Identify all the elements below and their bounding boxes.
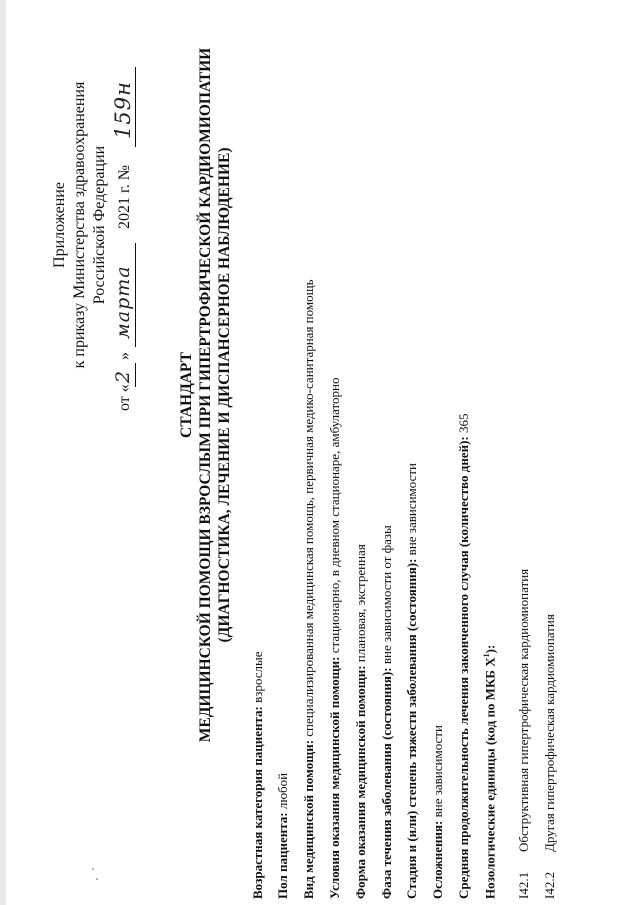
field-complications [430, 725, 446, 899]
title-main: МЕДИЦИНСКОЙ ПОМОЩИ ВЗРОСЛЫМ ПРИ ГИПЕРТРОФИЧЕСКОЙ КАРДИОМИОПАТИИ [197, 47, 214, 743]
field-care-form [353, 544, 369, 899]
appendix-order-line: к приказу Министерства здравоохранения [71, 81, 88, 369]
icd-name: Обструктивная гипертрофическая кардиомиопатия [516, 568, 531, 852]
order-number-handwritten: 159н [111, 81, 135, 139]
field-label: Средняя продолжительность лечения законченного случая (количество дней): [456, 436, 471, 899]
field-label: Возрастная категория пациента: [250, 706, 265, 899]
field-label: Условия оказания медицинской помощи: [327, 656, 342, 899]
field-care-conditions [327, 377, 343, 899]
icd-name: Другая гипертрофическая кардиомиопатия [542, 614, 557, 852]
appendix-date-line [110, 15, 140, 435]
appendix-country-line: Российской Федерации [91, 145, 108, 305]
date-prefix: от « [116, 384, 133, 411]
appendix-block [50, 15, 140, 435]
field-age-category [250, 652, 266, 899]
field-value: специализированная медицинская помощь, первичная медико-санитарная помощь [301, 279, 316, 740]
field-care-type [301, 279, 317, 899]
field-label: Пол пациента: [275, 812, 290, 899]
date-year-text: 2021 г. № [116, 164, 133, 229]
field-value: 365 [456, 413, 471, 437]
icd-code: I42.2 [542, 871, 557, 899]
field-sex [275, 773, 291, 899]
field-treatment-duration [456, 414, 472, 899]
number-underline [135, 67, 136, 147]
field-label: Нозологические единицы (код по МКБ X [482, 657, 498, 899]
date-month-handwritten: марта [112, 265, 134, 339]
field-value: вне зависимости от фазы [379, 525, 394, 668]
title-subtitle: (ДИАГНОСТИКА, ЛЕЧЕНИЕ И ДИСПАНСЕРНОЕ НАБЛЮДЕНИЕ) [216, 147, 233, 643]
field-value: вне зависимости [430, 725, 445, 821]
field-disease-phase [379, 525, 395, 899]
field-label: Осложнения: [430, 820, 445, 899]
field-nosology [482, 645, 498, 899]
footnote-marker: 1 [482, 653, 491, 658]
field-label: Форма оказания медицинской помощи: [353, 665, 368, 899]
field-value: плановая, экстренная [353, 544, 368, 666]
date-day-handwritten: 2 [112, 369, 134, 383]
field-value: взрослые [250, 651, 265, 707]
date-mid: » [116, 352, 133, 360]
field-value: вне зависимости [404, 463, 419, 559]
icd-code: I42.1 [516, 871, 531, 899]
month-underline [135, 243, 136, 347]
field-label-end: ): [482, 644, 498, 654]
appendix-title: Приложение [51, 182, 68, 268]
day-underline [135, 363, 136, 387]
field-disease-stage [404, 463, 420, 899]
field-value: любой [275, 772, 290, 813]
field-value: стационарно, в дневном стационаре, амбулаторно [327, 377, 342, 657]
field-label: Стадия и (или) степень тяжести заболевания (состояния): [404, 558, 419, 899]
document-title [177, 5, 234, 785]
title-standard: СТАНДАРТ [178, 352, 195, 438]
field-label: Фаза течения заболевания (состояния): [379, 667, 394, 899]
field-label: Вид медицинской помощи: [301, 739, 316, 899]
